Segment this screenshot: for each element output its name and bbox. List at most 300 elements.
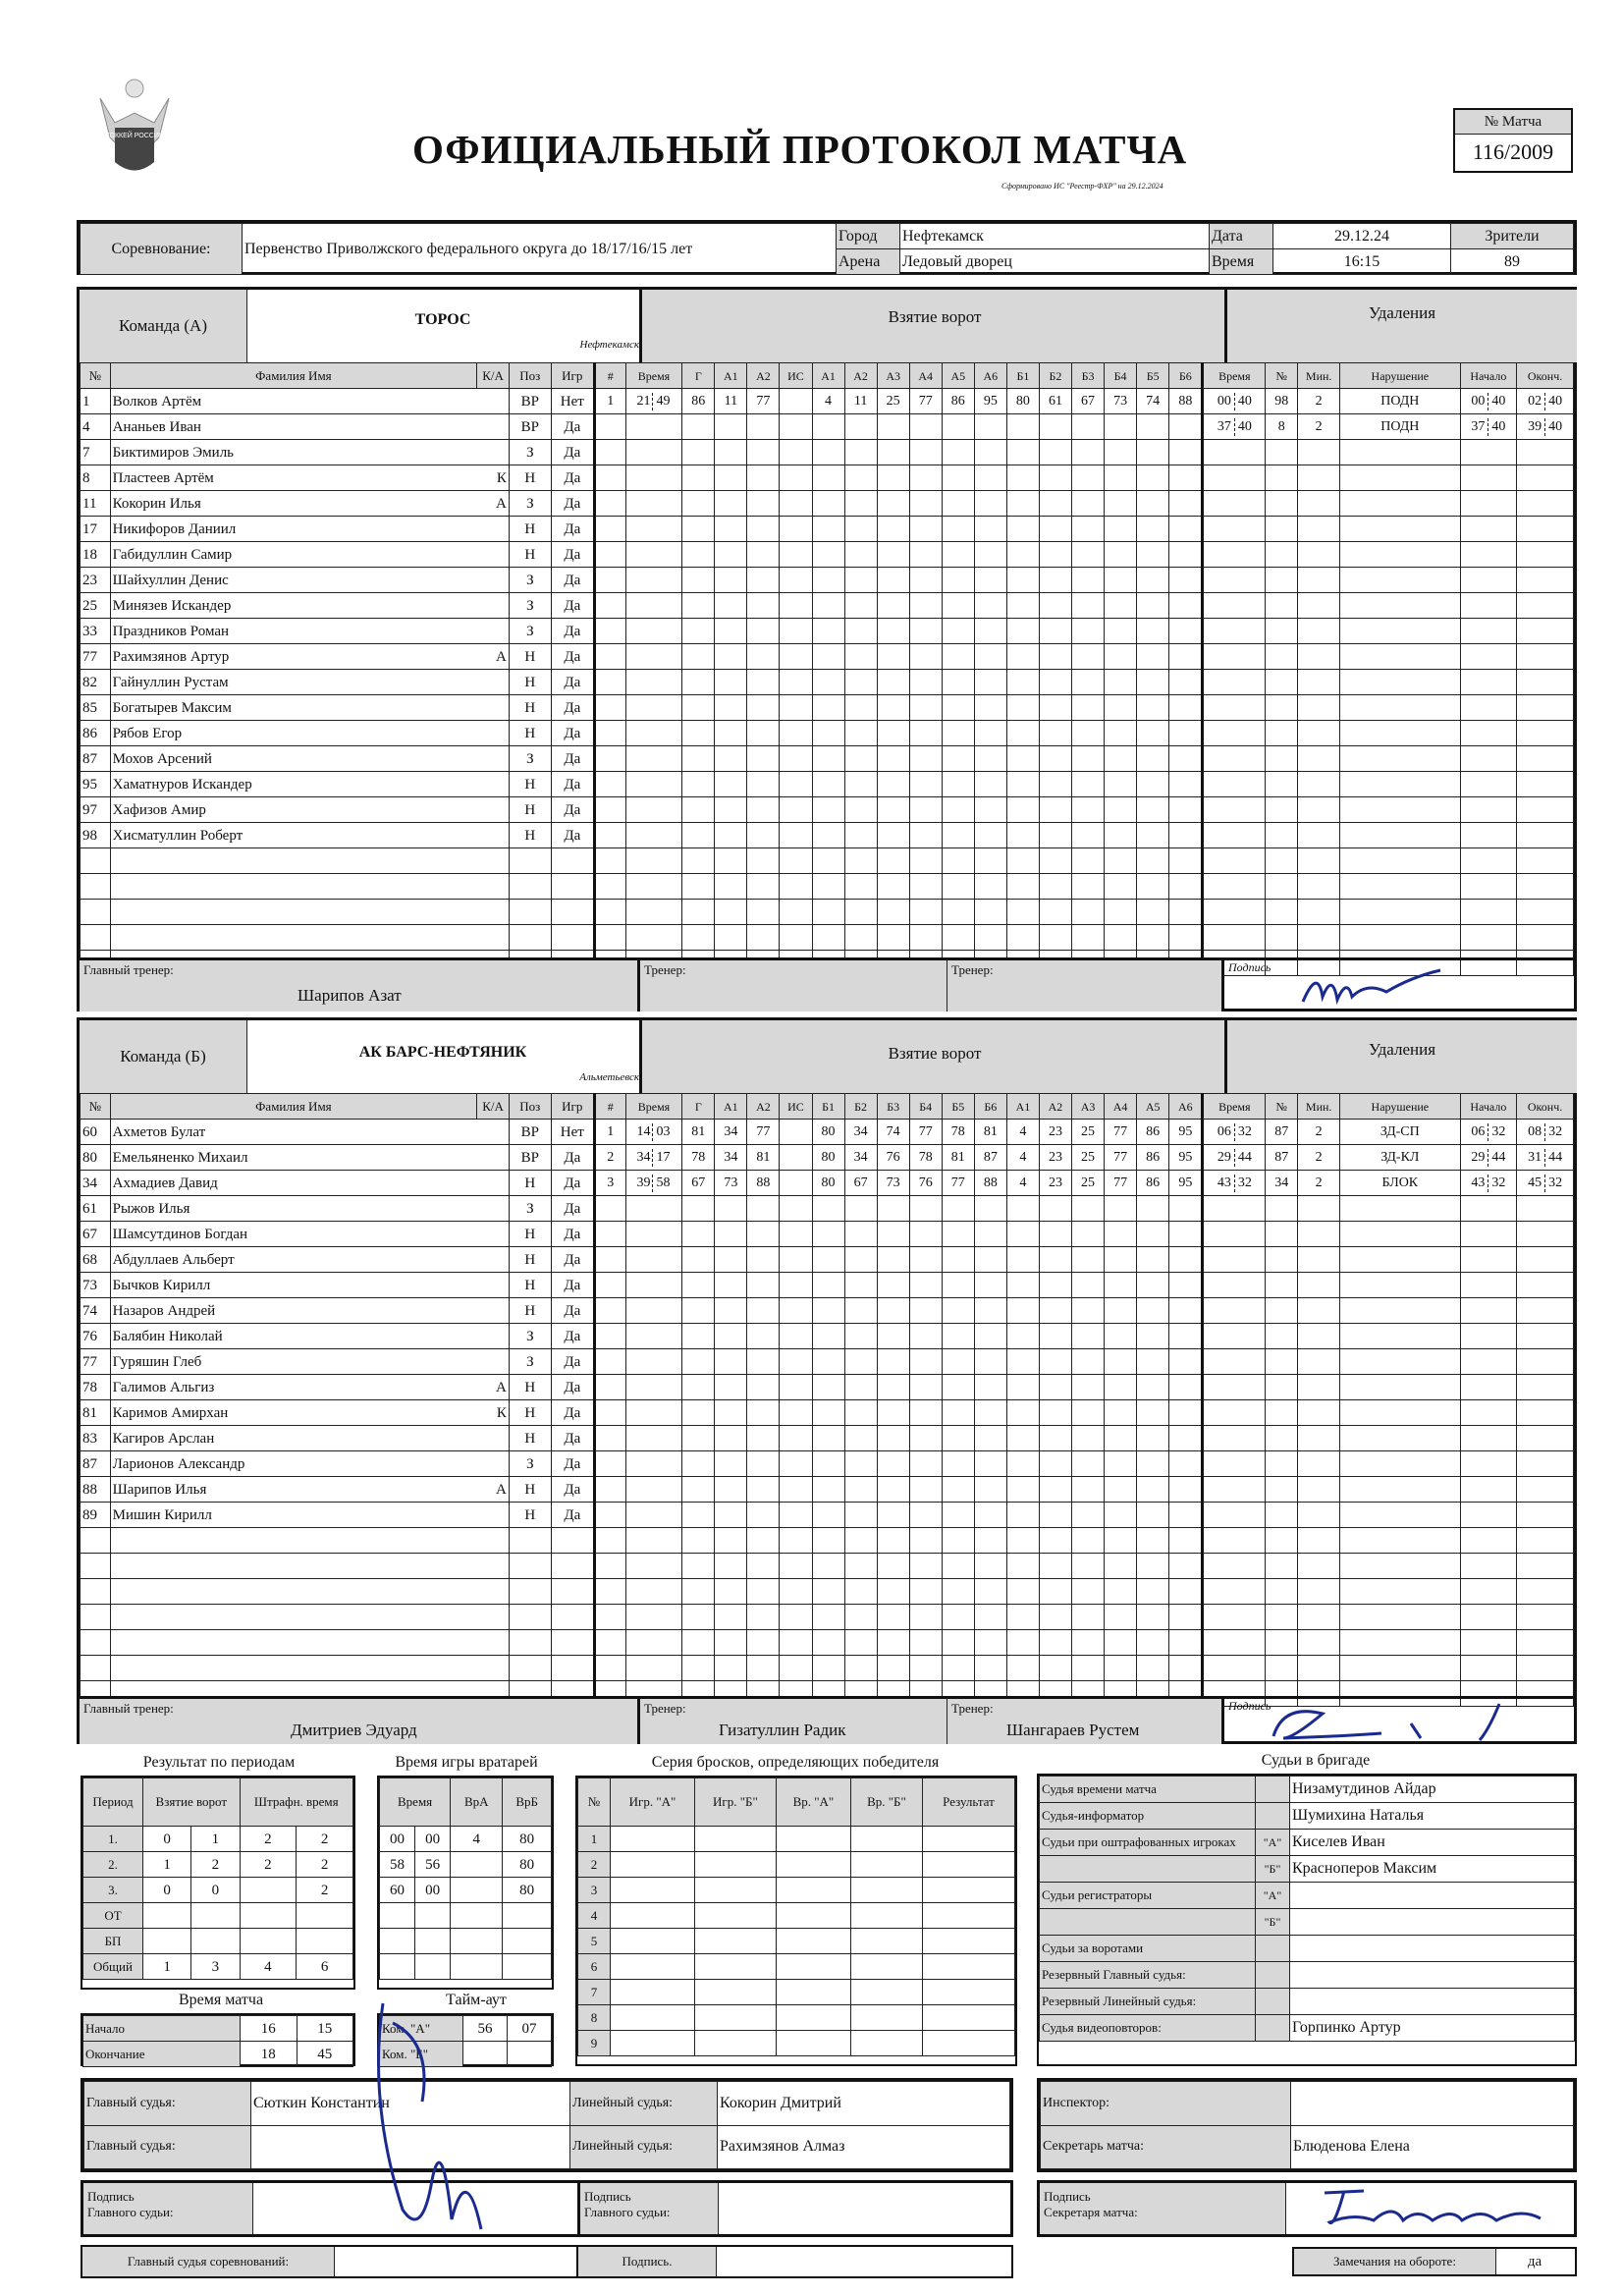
team-b-pen-cell <box>1266 1324 1298 1349</box>
team-b-goal-cell <box>1039 1630 1071 1656</box>
team-a-goal-cell <box>747 925 780 951</box>
team-a-player-name: Пластеев Артём <box>110 465 477 491</box>
team-a-goal-cell <box>1137 568 1169 593</box>
team-a-goal-cell <box>594 746 625 772</box>
main-referee-signature <box>373 1984 569 2239</box>
team-a-player-name <box>110 848 477 874</box>
team-a-goal-cell <box>1039 517 1071 542</box>
goalie-row <box>380 1827 552 1852</box>
team-a-goal-cell <box>812 823 844 848</box>
team-a-goal-cell <box>747 491 780 517</box>
team-a-pen-time <box>1203 414 1266 440</box>
team-b-coach1: Гизатуллин Радик <box>719 1721 846 1739</box>
goalie-col-b: ВрБ <box>503 1778 552 1827</box>
team-a-pen-cell <box>1298 721 1340 746</box>
team-b-goal-cell <box>1137 1554 1169 1579</box>
team-a-goal-cell <box>780 593 812 619</box>
team-a-goal-cell <box>1137 848 1169 874</box>
team-b-pen-cell <box>1266 1247 1298 1273</box>
team-a-goal-cell <box>1105 644 1137 670</box>
team-b-goal-cell <box>812 1656 844 1681</box>
referee-name <box>1290 1883 1575 1909</box>
team-a-row <box>81 491 1574 517</box>
team-a-goal-cell <box>909 721 942 746</box>
team-a-goal-cell <box>942 440 974 465</box>
team-a-goal-cell <box>877 900 909 925</box>
team-a-goal-cell <box>1006 619 1039 644</box>
team-a-pen-cell <box>1298 746 1340 772</box>
team-a-goal-cell <box>974 695 1006 721</box>
team-b-goal-cell <box>974 1375 1006 1400</box>
team-b-goal-cell <box>844 1426 877 1451</box>
referee-row <box>1040 1777 1575 1803</box>
team-b-player-name <box>110 1630 477 1656</box>
team-a-pen-cell <box>1298 823 1340 848</box>
team-b-pen-cell <box>1266 1554 1298 1579</box>
team-b-row <box>81 1554 1574 1579</box>
team-a-pen-cell <box>1340 644 1460 670</box>
team-b-pen-time <box>1460 1324 1517 1349</box>
team-b-player-number: 76 <box>81 1324 111 1349</box>
team-a-goal-cell <box>747 568 780 593</box>
goalie-row <box>380 1878 552 1903</box>
team-b-goal-cell <box>974 1605 1006 1630</box>
team-a-pen-time <box>1203 389 1266 414</box>
team-a-goal-cell <box>974 746 1006 772</box>
page-title: ОФИЦИАЛЬНЫЙ ПРОТОКОЛ МАТЧА <box>412 127 1188 172</box>
team-b-goal-cell <box>1072 1247 1105 1273</box>
team-a-goal-cell <box>780 772 812 797</box>
team-b-goal-cell <box>1039 1528 1071 1554</box>
team-b-goal-cell <box>715 1630 747 1656</box>
team-b-pen-time <box>1203 1247 1266 1273</box>
team-a-player-number: 95 <box>81 772 111 797</box>
team-b-player-played: Да <box>551 1222 594 1247</box>
team-a-player-played: Нет <box>551 389 594 414</box>
team-a-goal-cell <box>594 491 625 517</box>
team-b-goal-cell <box>844 1630 877 1656</box>
team-a-player-role <box>477 695 510 721</box>
team-b-goal-cell <box>1137 1579 1169 1605</box>
team-b-goal-cell: 25 <box>1072 1145 1105 1171</box>
goalie-value <box>415 1954 451 1980</box>
start-minute: 15 <box>297 2016 353 2042</box>
team-b-goal-cell: 74 <box>877 1120 909 1145</box>
team-b-goal-cell <box>1105 1324 1137 1349</box>
team-b-goal-min: 34 <box>634 1149 653 1167</box>
team-b-goal-cell <box>747 1528 780 1554</box>
team-a-pen-time <box>1517 389 1574 414</box>
referee-role: Судья-информатор <box>1040 1803 1256 1830</box>
team-b-player-pos: Н <box>509 1477 551 1503</box>
team-b-row <box>81 1656 1574 1681</box>
shootout-cell <box>611 1954 695 1980</box>
team-a-goal-col: Время <box>625 363 682 389</box>
team-b-goal-cell <box>974 1400 1006 1426</box>
team-b-goal-cell <box>1072 1503 1105 1528</box>
team-a-goal-cell <box>780 925 812 951</box>
team-a-goal-cell <box>812 619 844 644</box>
team-a-goal-cell: 73 <box>1105 389 1137 414</box>
team-b-goal-time <box>625 1400 682 1426</box>
team-b-pen-time <box>1203 1400 1266 1426</box>
goalie-value: 56 <box>415 1852 451 1878</box>
team-a-goal-cell: 1 <box>594 389 625 414</box>
team-a-player-pos <box>509 848 551 874</box>
sig-main-label-2: Главного судьи: <box>87 2205 174 2219</box>
team-b-goal-cell <box>780 1273 812 1298</box>
team-b-pen-time <box>1203 1554 1266 1579</box>
shootout-col: № <box>578 1778 611 1827</box>
team-b-goal-cell <box>812 1273 844 1298</box>
period-value <box>191 1929 240 1954</box>
team-a-goal-cell <box>1105 721 1137 746</box>
goalie-value: 60 <box>380 1878 415 1903</box>
team-b-pen-col: Нарушение <box>1340 1094 1460 1120</box>
team-b-pen-min: 06 <box>1215 1123 1235 1141</box>
team-b-goal-cell <box>594 1196 625 1222</box>
team-b-player-pos: З <box>509 1349 551 1375</box>
team-a-pen-time <box>1460 644 1517 670</box>
team-b-goal-cell <box>812 1554 844 1579</box>
shootout-col: Игр. "А" <box>611 1778 695 1827</box>
team-a-goal-cell <box>1105 823 1137 848</box>
team-a-row <box>81 414 1574 440</box>
team-a-goal-cell: 61 <box>1039 389 1071 414</box>
referee-name: Киселев Иван <box>1290 1830 1575 1856</box>
team-a-player-number: 98 <box>81 823 111 848</box>
team-b-pen-cell <box>1298 1426 1340 1451</box>
team-b-player-role <box>477 1451 510 1477</box>
team-a-goal-cell: 74 <box>1137 389 1169 414</box>
team-b-pen-cell <box>1340 1324 1460 1349</box>
team-a-pen-cell <box>1340 491 1460 517</box>
team-a-goal-cell <box>715 491 747 517</box>
team-b-goal-col: ИС <box>780 1094 812 1120</box>
team-b-goal-cell: 81 <box>682 1120 715 1145</box>
team-a-goal-cell <box>1072 925 1105 951</box>
team-a-pen-time <box>1203 542 1266 568</box>
team-b-goal-cell: 77 <box>909 1120 942 1145</box>
team-a-pen-time <box>1203 491 1266 517</box>
shootout-cell <box>776 1929 850 1954</box>
shootout-cell <box>922 1827 1014 1852</box>
team-a-goal-cell <box>715 517 747 542</box>
team-b-goal-cell <box>909 1451 942 1477</box>
team-a-pen-min: 37 <box>1468 418 1488 436</box>
team-b-row <box>81 1145 1574 1171</box>
team-a-goal-cell <box>1169 619 1203 644</box>
team-b-goal-cell <box>1039 1400 1071 1426</box>
team-a-pen-time <box>1460 823 1517 848</box>
referee-role <box>1040 1909 1256 1936</box>
referee-row <box>1040 1856 1575 1883</box>
team-a-pen-cell <box>1298 900 1340 925</box>
team-a-goal-cell <box>942 772 974 797</box>
team-b-player-name: Назаров Андрей <box>110 1298 477 1324</box>
team-a-coach2-label: Тренер: <box>951 962 994 977</box>
team-a-goal-cell <box>1137 644 1169 670</box>
team-b-goal-cell <box>942 1375 974 1400</box>
team-b-goal-cell: 88 <box>974 1171 1006 1196</box>
team-b-pen-time <box>1517 1451 1574 1477</box>
team-a-goal-cell <box>974 721 1006 746</box>
main-referee-1: Сюткин Константин <box>251 2082 570 2126</box>
team-a-player-role <box>477 568 510 593</box>
referee-name <box>1290 1936 1575 1962</box>
team-b-player-played <box>551 1528 594 1554</box>
team-a-pen-cell <box>1340 746 1460 772</box>
team-b-pen-time <box>1460 1605 1517 1630</box>
team-b-goal-cell <box>1039 1477 1071 1503</box>
team-b-goal-cell: 67 <box>844 1171 877 1196</box>
team-a-pen-time <box>1517 593 1574 619</box>
team-a-player-played: Да <box>551 593 594 619</box>
team-a-goal-col: Б5 <box>1137 363 1169 389</box>
team-a-goal-cell <box>812 465 844 491</box>
team-b-pen-cell <box>1266 1375 1298 1400</box>
team-a-col-ka: К/А <box>477 363 510 389</box>
team-b-player-role <box>477 1222 510 1247</box>
team-a-pen-col: Начало <box>1460 363 1517 389</box>
team-b-pen-time <box>1203 1298 1266 1324</box>
team-b-row <box>81 1451 1574 1477</box>
team-b-goal-cell <box>844 1196 877 1222</box>
team-a-goal-cell <box>715 542 747 568</box>
team-a-pen-cell: 98 <box>1266 389 1298 414</box>
team-b-goal-cell <box>1137 1196 1169 1222</box>
team-a-pen-time <box>1203 746 1266 772</box>
team-a-goal-cell <box>844 746 877 772</box>
team-b-goal-cell: 78 <box>682 1145 715 1171</box>
team-a-goal-cell: 86 <box>942 389 974 414</box>
team-a-player-name: Ананьев Иван <box>110 414 477 440</box>
team-a-goal-cell <box>1137 414 1169 440</box>
team-a-goal-cell <box>1169 644 1203 670</box>
team-b-pen-cell <box>1298 1630 1340 1656</box>
team-a-goal-time <box>625 440 682 465</box>
shootout-cell <box>694 1827 776 1852</box>
team-b-goal-cell <box>909 1579 942 1605</box>
referee-side <box>1256 1962 1290 1989</box>
team-b-goal-cell <box>747 1554 780 1579</box>
team-a-goal-cell <box>1039 746 1071 772</box>
team-a-pen-time <box>1460 542 1517 568</box>
team-a-goal-cell <box>747 542 780 568</box>
team-b-goal-col: Б4 <box>909 1094 942 1120</box>
team-b-goal-cell <box>1006 1196 1039 1222</box>
team-a-row <box>81 644 1574 670</box>
team-b-pen-sec: 32 <box>1548 1123 1563 1139</box>
team-a-goal-cell <box>844 593 877 619</box>
team-a-goal-cell <box>1039 695 1071 721</box>
period-value <box>143 1903 191 1929</box>
team-b-goal-cell <box>1105 1375 1137 1400</box>
team-a-pen-time <box>1517 670 1574 695</box>
shootout-cell <box>850 1827 922 1852</box>
team-b-pen-cell <box>1340 1656 1460 1681</box>
team-b-pen-cell <box>1266 1503 1298 1528</box>
team-a-col-pos: Поз <box>509 363 551 389</box>
linesman-1: Кокорин Дмитрий <box>718 2082 1010 2126</box>
team-b-pen-time <box>1203 1196 1266 1222</box>
team-b-goal-cell <box>747 1579 780 1605</box>
team-a-goal-cell <box>1169 874 1203 900</box>
team-b-pen-time <box>1460 1656 1517 1681</box>
team-a-goal-cell <box>1169 542 1203 568</box>
team-b-pen-cell <box>1340 1477 1460 1503</box>
team-b-goal-cell <box>844 1400 877 1426</box>
team-b-goal-cell <box>594 1298 625 1324</box>
team-b-goal-cell <box>682 1298 715 1324</box>
team-a-goal-cell <box>877 491 909 517</box>
team-a-player-role <box>477 517 510 542</box>
team-a-label: Команда (А) <box>119 316 207 335</box>
team-a-goals-title: Взятие ворот <box>888 307 982 326</box>
team-a-section <box>77 287 1577 1011</box>
team-b-col-ka: К/А <box>477 1094 510 1120</box>
team-a-player-pos: Н <box>509 772 551 797</box>
team-a-player-role <box>477 797 510 823</box>
team-a-goal-cell <box>844 517 877 542</box>
team-b-goal-cell <box>1006 1247 1039 1273</box>
team-b-goal-cell <box>1039 1324 1071 1349</box>
team-b-player-number: 87 <box>81 1451 111 1477</box>
team-b-goal-cell <box>974 1247 1006 1273</box>
team-b-player-role <box>477 1120 510 1145</box>
team-a-goal-cell <box>1137 491 1169 517</box>
team-b-row <box>81 1528 1574 1554</box>
team-b-pen-cell <box>1340 1375 1460 1400</box>
team-b-goal-cell <box>812 1605 844 1630</box>
team-a-goal-cell: 25 <box>877 389 909 414</box>
team-a-goal-cell <box>1072 900 1105 925</box>
team-b-goal-col: Б3 <box>877 1094 909 1120</box>
team-a-goal-cell <box>942 670 974 695</box>
team-b-pen-time <box>1203 1656 1266 1681</box>
team-a-tables <box>80 362 1574 976</box>
team-b-player-played: Да <box>551 1375 594 1400</box>
team-a-goal-cell <box>682 848 715 874</box>
team-a-goal-cell <box>812 542 844 568</box>
team-b-pen-time <box>1517 1222 1574 1247</box>
team-a-pen-sec: 40 <box>1491 393 1506 409</box>
team-b-goal-col: А1 <box>715 1094 747 1120</box>
team-b-player-name <box>110 1656 477 1681</box>
period-value: 6 <box>297 1954 353 1980</box>
team-b-player-role <box>477 1605 510 1630</box>
team-a-goal-cell <box>844 491 877 517</box>
team-b-pen-time <box>1203 1324 1266 1349</box>
secretary-box <box>1037 2078 1577 2172</box>
team-a-goal-cell <box>877 772 909 797</box>
team-b-goal-cell <box>715 1222 747 1247</box>
team-a-goal-cell <box>909 517 942 542</box>
referee-name <box>1290 1909 1575 1936</box>
team-a-pen-time <box>1517 619 1574 644</box>
team-a-player-role <box>477 593 510 619</box>
referee-role <box>1040 1856 1256 1883</box>
team-b-goal-min: 14 <box>634 1123 653 1141</box>
team-b-player-number: 81 <box>81 1400 111 1426</box>
team-a-goal-cell <box>844 797 877 823</box>
team-a-goal-cell <box>682 797 715 823</box>
team-a-goal-cell <box>942 695 974 721</box>
team-a-goal-cell <box>942 900 974 925</box>
secretary-signature-box <box>1037 2180 1577 2237</box>
team-b-pen-time <box>1460 1426 1517 1451</box>
team-b-col-pos: Поз <box>509 1094 551 1120</box>
team-b-goal-cell <box>594 1400 625 1426</box>
team-b-pen-time <box>1517 1630 1574 1656</box>
team-a-pen-time <box>1517 465 1574 491</box>
team-a-goal-time <box>625 593 682 619</box>
team-b-pen-cell <box>1298 1375 1340 1400</box>
team-a-pen-time <box>1203 440 1266 465</box>
team-b-goal-cell <box>780 1426 812 1451</box>
team-a-goal-cell: 77 <box>747 389 780 414</box>
team-b-goal-cell: 80 <box>812 1145 844 1171</box>
team-a-goal-cell <box>715 568 747 593</box>
team-b-goal-cell: 86 <box>1137 1120 1169 1145</box>
team-b-pen-cell <box>1340 1247 1460 1273</box>
period-label: ОТ <box>83 1903 143 1929</box>
team-a-pen-time <box>1460 900 1517 925</box>
goalie-row <box>380 1903 552 1929</box>
team-a-player-role: А <box>477 644 510 670</box>
team-b-goal-cell <box>877 1451 909 1477</box>
team-a-pen-time <box>1460 389 1517 414</box>
team-a-goal-cell <box>909 440 942 465</box>
team-a-goal-cell <box>812 848 844 874</box>
team-b-goal-cell <box>682 1554 715 1579</box>
team-a-goal-cell <box>1006 644 1039 670</box>
team-a-pen-cell <box>1298 848 1340 874</box>
timeout-b-label: Ком. "Б" <box>380 2042 463 2067</box>
goalie-value <box>380 1929 415 1954</box>
team-b-goal-cell <box>594 1222 625 1247</box>
team-a-row <box>81 925 1574 951</box>
team-b-goal-cell <box>594 1477 625 1503</box>
team-a-pen-time <box>1203 721 1266 746</box>
team-a-goal-cell <box>1039 619 1071 644</box>
team-a-goal-cell <box>594 721 625 746</box>
team-b-goal-cell <box>1105 1605 1137 1630</box>
sig-main-label-1: Подпись <box>87 2189 135 2204</box>
team-a-goal-cell <box>1105 517 1137 542</box>
team-b-goal-cell <box>1137 1273 1169 1298</box>
team-a-pen-min: 39 <box>1525 418 1545 436</box>
team-b-goal-cell <box>594 1656 625 1681</box>
team-b-pen-cell <box>1298 1503 1340 1528</box>
team-b-goal-cell <box>682 1503 715 1528</box>
team-b-player-pos: Н <box>509 1426 551 1451</box>
team-a-goal-cell <box>1072 491 1105 517</box>
team-a-goal-cell <box>909 491 942 517</box>
team-b-goal-cell <box>1105 1528 1137 1554</box>
team-b-goal-cell <box>844 1247 877 1273</box>
team-b-pen-cell <box>1298 1400 1340 1426</box>
team-b-player-pos: ВР <box>509 1145 551 1171</box>
team-b-player-played <box>551 1579 594 1605</box>
team-a-goal-cell <box>812 414 844 440</box>
team-a-goal-time <box>625 746 682 772</box>
team-a-goal-cell <box>1039 848 1071 874</box>
period-label: БП <box>83 1929 143 1954</box>
team-b-goal-cell <box>1072 1196 1105 1222</box>
team-a-goal-col: Б1 <box>1006 363 1039 389</box>
team-a-goal-cell <box>1169 440 1203 465</box>
